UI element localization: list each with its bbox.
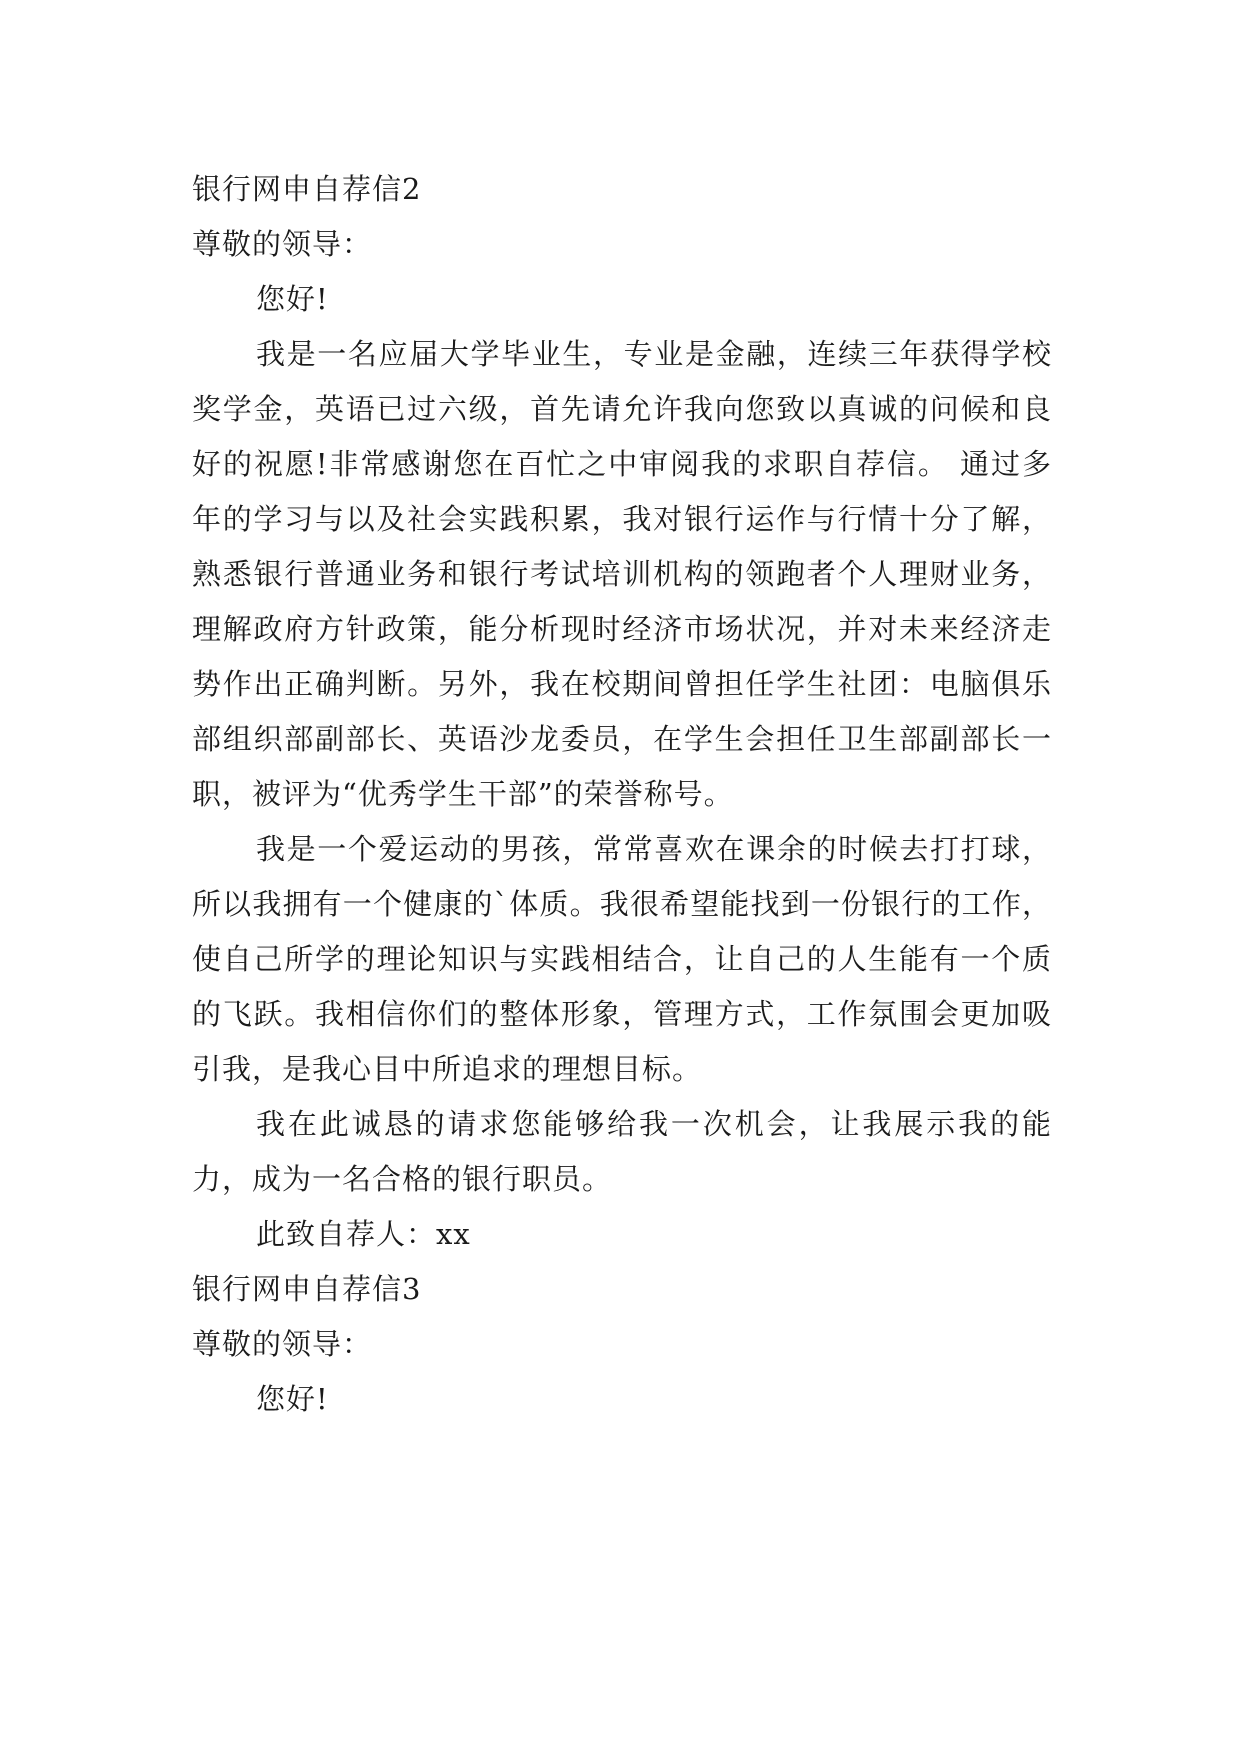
- letter-3-greeting: 您好!: [256, 1382, 329, 1416]
- document-page: [192, 162, 1052, 1427]
- letter-2-closing: 此致自荐人：xx: [256, 1217, 471, 1251]
- letter-2-paragraph-3: 我在此诚恳的请求您能够给我一次机会，让我展示我的能力，成为一名合格的银行职员。: [192, 1107, 1052, 1196]
- letter-2-title: 银行网申自荐信2: [192, 172, 422, 206]
- letter-2-salutation: 尊敬的领导：: [192, 227, 373, 261]
- letter-3-title: 银行网申自荐信3: [192, 1272, 422, 1306]
- letter-3-salutation: 尊敬的领导：: [192, 1327, 373, 1361]
- letter-2-greeting: 您好!: [256, 282, 329, 316]
- letter-2-paragraph-1: 我是一名应届大学毕业生，专业是金融，连续三年获得学校奖学金，英语已过六级，首先请允许我向您致以真诚的问候和良好的祝愿!非常感谢您在百忙之中审阅我的求职自荐信。 通过多年的学习与以及社会实践积累，我对银行运作与行情十分了解，熟悉银行普通业务和银行考试培训机构的领跑者个人理财业务，理解政府方针政策，能分析现时经济市场状况，并对未来经济走势作出正确判断。另外，我在校期间曾担任学生社团：电脑俱乐部组织部副部长、英语沙龙委员，在学生会担任卫生部副部长一职，被评为“优秀学生干部”的荣誉称号。: [192, 337, 1052, 811]
- letter-2-paragraph-2: 我是一个爱运动的男孩，常常喜欢在课余的时候去打打球，所以我拥有一个健康的`体质。我很希望能找到一份银行的工作，使自己所学的理论知识与实践相结合，让自己的人生能有一个质的飞跃。我相信你们的整体形象，管理方式，工作氛围会更加吸引我，是我心目中所追求的理想目标。: [192, 832, 1052, 1086]
